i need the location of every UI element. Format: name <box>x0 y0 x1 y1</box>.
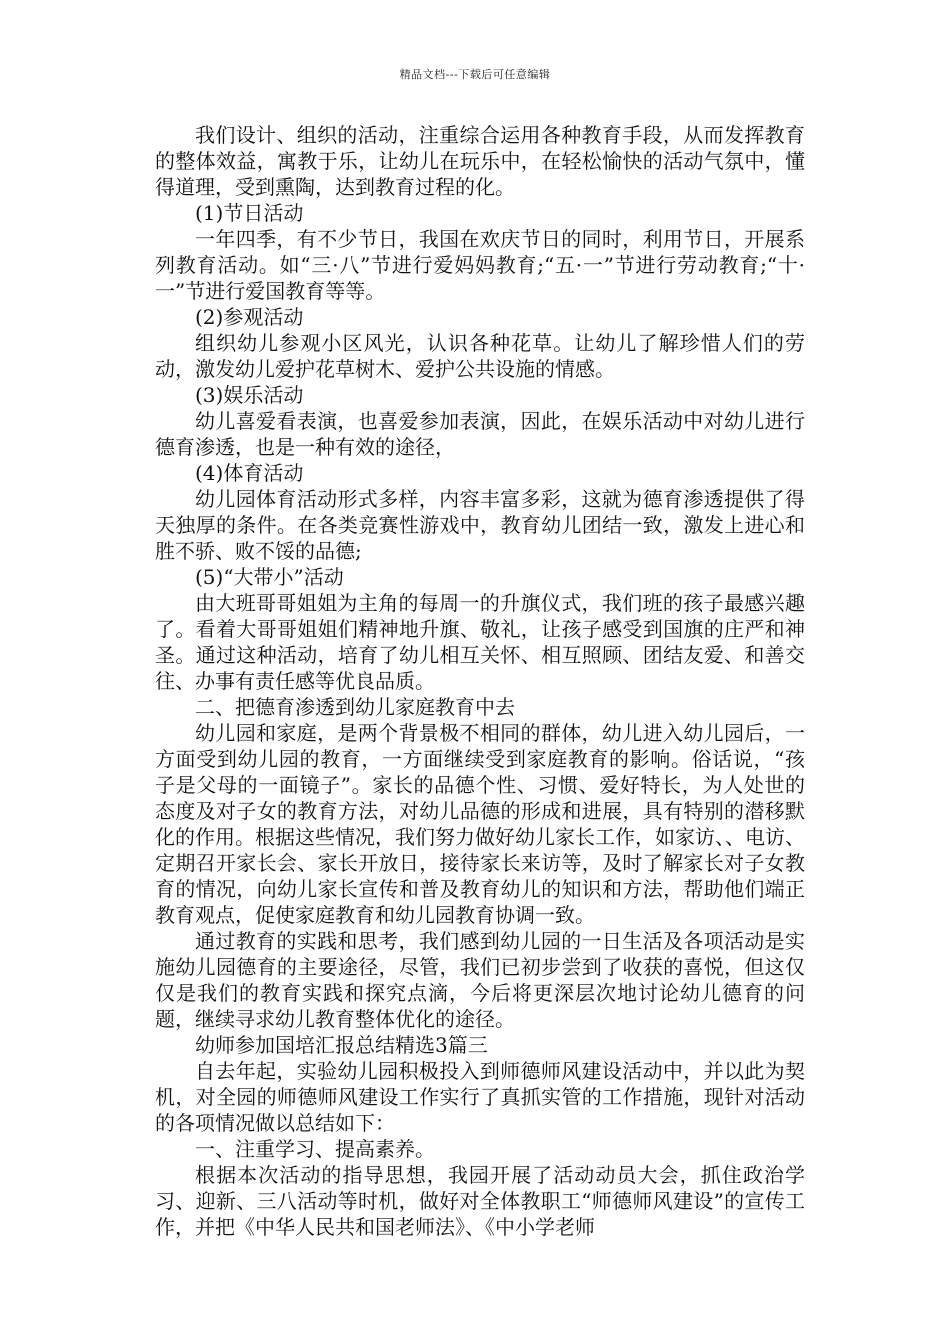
paragraph-intro: 我们设计、组织的活动，注重综合运用各种教育手段，从而发挥教育的整体效益，寓教于乐，让幼儿在玩乐中，在轻松愉快的活动气氛中，懂得道理，受到熏陶，达到教育过程的化。 <box>155 123 805 199</box>
heading-family-education: 二、把德育渗透到幼儿家庭教育中去 <box>195 695 515 719</box>
document-body <box>155 122 805 1240</box>
paragraph-visit: 组织幼儿参观小区风光，认识各种花草。让幼儿了解珍惜人们的劳动，激发幼儿爱护花草树木、爱护公共设施的情感。 <box>155 331 805 381</box>
paragraph-flag-ceremony: 由大班哥哥姐姐为主角的每周一的升旗仪式，我们班的孩子最感兴趣了。看着大哥哥姐姐们精神地升旗、敬礼，让孩子感受到国旗的庄严和神圣。通过这种活动，培育了幼儿相互关怀、相互照顾、团结友爱、和善交往、办事有责任感等优良品质。 <box>155 591 805 693</box>
paragraph-entertainment: 幼儿喜爱看表演，也喜爱参加表演，因此，在娱乐活动中对幼儿进行德育渗透，也是一种有效的途径， <box>155 409 805 459</box>
paragraph-sports: 幼儿园体育活动形式多样，内容丰富多彩，这就为德育渗透提供了得天独厚的条件。在各类竞赛性游戏中，教育幼儿团结一致，激发上进心和胜不骄、败不馁的品德; <box>155 487 805 563</box>
paragraph-reflection: 通过教育的实践和思考，我们感到幼儿园的一日生活及各项活动是实施幼儿园德育的主要途径，尽管，我们已初步尝到了收获的喜悦，但这仅仅是我们的教育实践和探究点滴，今后将更深层次地讨论幼儿德育的问题，继续寻求幼儿教育整体优化的途径。 <box>155 929 805 1031</box>
heading-big-help-small: (5)“大带小”活动 <box>195 565 344 589</box>
heading-section-three: 幼师参加国培汇报总结精选3篇三 <box>195 1033 488 1057</box>
heading-festival-activities: (1)节日活动 <box>195 201 304 225</box>
paragraph-festival: 一年四季，有不少节日，我国在欢庆节日的同时，利用节日，开展系列教育活动。如“三·八”节进行爱妈妈教育;“五·一”节进行劳动教育;“十·一”节进行爱国教育等等。 <box>155 227 805 303</box>
heading-study: 一、注重学习、提高素养。 <box>195 1137 435 1161</box>
paragraph-study: 根据本次活动的指导思想，我园开展了活动动员大会，抓住政治学习、迎新、三八活动等时机，做好对全体教职工“师德师风建设”的宣传工作，并把《中华人民共和国老师法》、《中小学老师 <box>155 1163 805 1239</box>
heading-sports-activities: (4)体育活动 <box>195 461 304 485</box>
heading-visit-activities: (2)参观活动 <box>195 305 304 329</box>
paragraph-ethics-intro: 自去年起，实验幼儿园积极投入到师德师风建设活动中，并以此为契机，对全园的师德师风建设工作实行了真抓实管的工作措施，现针对活动的各项情况做以总结如下： <box>155 1059 805 1135</box>
heading-entertainment-activities: (3)娱乐活动 <box>195 383 304 407</box>
paragraph-family: 幼儿园和家庭，是两个背景极不相同的群体，幼儿进入幼儿园后，一方面受到幼儿园的教育，一方面继续受到家庭教育的影响。俗话说，“孩子是父母的一面镜子”。家长的品德个性、习惯、爱好特长，为人处世的态度及对子女的教育方法，对幼儿品德的形成和进展，具有特别的潜移默化的作用。根据这些情况，我们努力做好幼儿家长工作，如家访、、电访、定期召开家长会、家长开放日，接待家长来访等，及时了解家长对子女教育的情况，向幼儿家长宣传和普及教育幼儿的知识和方法，帮助他们端正教育观点，促使家庭教育和幼儿园教育协调一致。 <box>155 721 805 927</box>
page-header: 精品文档---下载后可任意编辑 <box>399 68 551 81</box>
